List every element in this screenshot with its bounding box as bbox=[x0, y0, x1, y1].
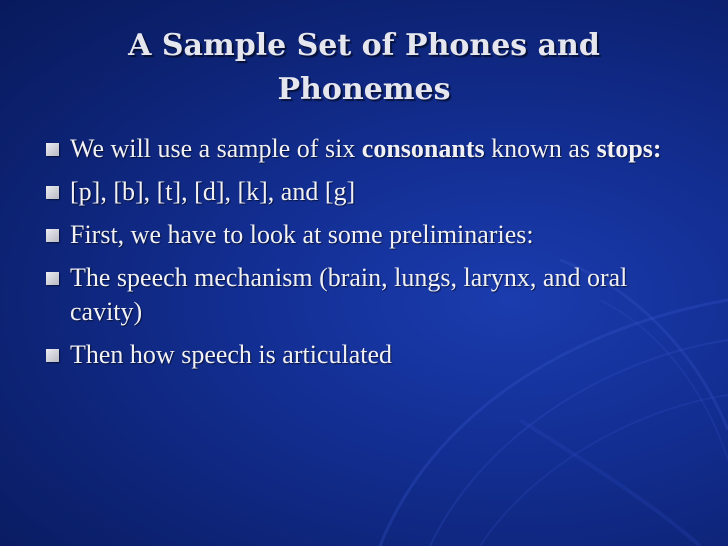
slide-title bbox=[70, 24, 658, 112]
square-bullet-icon bbox=[46, 229, 59, 242]
bullet-item-stops-list bbox=[44, 175, 694, 209]
bullet-text: Then how speech is articulated bbox=[70, 340, 392, 369]
bullet-text: The speech mechanism (brain, lungs, larynx, and oral cavity) bbox=[70, 263, 628, 326]
square-bullet-icon bbox=[46, 143, 59, 156]
square-bullet-icon bbox=[46, 186, 59, 199]
bullet-bold-term: stops: bbox=[596, 134, 662, 163]
bullet-text: We will use a sample of six bbox=[70, 134, 362, 163]
square-bullet-icon bbox=[46, 272, 59, 285]
slide-title-line-1: A Sample Set of Phones and bbox=[128, 28, 600, 63]
slide-title-line-2: Phonemes bbox=[277, 72, 451, 107]
bullet-text: known as bbox=[484, 134, 597, 163]
bullet-text: [p], [b], [t], [d], [k], and [g] bbox=[70, 177, 356, 206]
bullet-item-speech-mechanism bbox=[44, 261, 694, 329]
square-bullet-icon bbox=[46, 349, 59, 362]
bullet-item-preliminaries bbox=[44, 218, 694, 252]
bullet-item-articulation bbox=[44, 338, 694, 372]
bullet-bold-term: consonants bbox=[361, 134, 485, 163]
bullet-list bbox=[44, 132, 694, 381]
bullet-text: First, we have to look at some preliminaries: bbox=[70, 220, 534, 249]
bullet-item-consonants bbox=[44, 132, 694, 166]
